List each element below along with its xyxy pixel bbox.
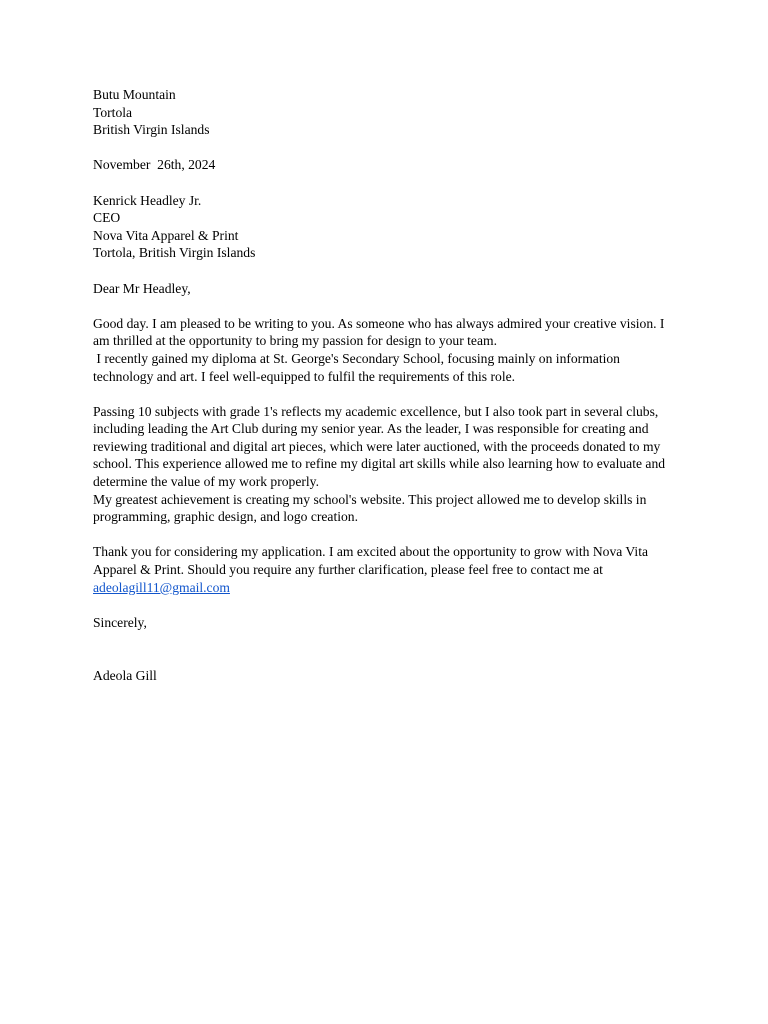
sender-address-line1: Butu Mountain xyxy=(93,87,176,102)
email-link[interactable]: adeolagill11@gmail.com xyxy=(93,579,230,595)
recipient-block xyxy=(93,192,683,262)
body-paragraph-2: I recently gained my diploma at St. George's Secondary School, focusing mainly on information technology and art. I feel well-equipped to fulfil the requirements of this role. xyxy=(93,350,624,384)
signature-name: Adeola Gill xyxy=(93,667,157,683)
closing-paragraph-text: Thank you for considering my application. I am excited about the opportunity to grow with Nova Vita Apparel & Print. Should you require any further clarification, please feel free to contact me at xyxy=(93,544,649,578)
body-paragraph-1: Good day. I am pleased to be writing to you. As someone who has always admired your creative vision. I am thrilled at the opportunity to bring my passion for design to your team. xyxy=(93,315,665,349)
closing: Sincerely, xyxy=(93,614,147,630)
sender-address-line3: British Virgin Islands xyxy=(93,122,210,138)
body-paragraph-4: My greatest achievement is creating my school's website. This project allowed me to develop skills in programming, graphic design, and logo creation. xyxy=(93,491,647,525)
signature-space xyxy=(93,631,683,666)
spacer xyxy=(93,385,683,403)
spacer xyxy=(93,139,683,157)
spacer xyxy=(93,596,683,614)
spacer xyxy=(93,262,683,280)
spacer xyxy=(93,174,683,192)
sender-address xyxy=(93,86,683,139)
recipient-title: CEO xyxy=(93,210,121,226)
spacer xyxy=(93,297,683,315)
body-paragraph-5 xyxy=(93,543,683,596)
letter-date: November 26th, 2024 xyxy=(93,157,216,173)
sender-address-line2: Tortola xyxy=(93,104,133,120)
cover-letter xyxy=(93,86,683,684)
recipient-company: Nova Vita Apparel & Print xyxy=(93,227,239,243)
spacer xyxy=(93,526,683,544)
recipient-location: Tortola, British Virgin Islands xyxy=(93,245,256,261)
salutation: Dear Mr Headley, xyxy=(93,280,191,296)
recipient-name: Kenrick Headley Jr. xyxy=(93,192,202,208)
body-paragraph-3: Passing 10 subjects with grade 1's reflects my academic excellence, but I also took part in several clubs, including leading the Art Club during my senior year. As the leader, I was responsible for creating and reviewing traditional and digital art pieces, which were later auctioned, with the proceeds donated to my school. This experience allowed me to refine my digital art skills while also learning how to evaluate and determine the value of my work properly. xyxy=(93,403,666,490)
